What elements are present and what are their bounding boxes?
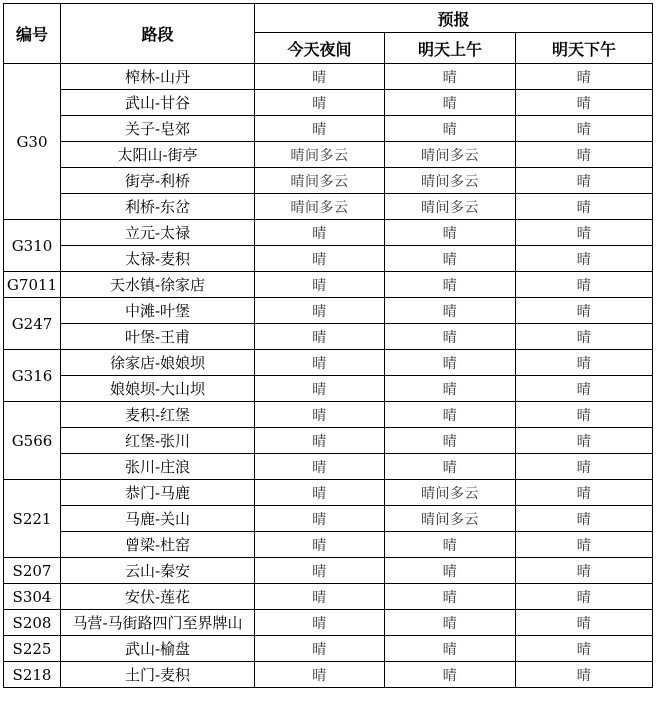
header-code: 编号 (4, 4, 61, 64)
afternoon-forecast-cell: 晴 (516, 480, 653, 506)
tonight-forecast-cell: 晴 (255, 350, 385, 376)
table-row (4, 402, 653, 428)
segment-cell: 立元-太禄 (61, 220, 255, 246)
afternoon-forecast-cell: 晴 (516, 636, 653, 662)
table-row (4, 584, 653, 610)
morning-forecast-cell: 晴间多云 (385, 142, 516, 168)
table-row (4, 454, 653, 480)
tonight-forecast-cell: 晴 (255, 272, 385, 298)
morning-forecast-cell: 晴 (385, 298, 516, 324)
afternoon-forecast-cell: 晴 (516, 298, 653, 324)
afternoon-forecast-cell: 晴 (516, 64, 653, 90)
tonight-forecast-cell: 晴 (255, 480, 385, 506)
segment-cell: 张川-庄浪 (61, 454, 255, 480)
morning-forecast-cell: 晴 (385, 116, 516, 142)
tonight-forecast-cell: 晴 (255, 402, 385, 428)
route-code-cell: G316 (4, 350, 61, 402)
header-tonight: 今天夜间 (255, 33, 385, 64)
tonight-forecast-cell: 晴 (255, 376, 385, 402)
segment-cell: 中滩-叶堡 (61, 298, 255, 324)
tonight-forecast-cell: 晴 (255, 636, 385, 662)
morning-forecast-cell: 晴 (385, 402, 516, 428)
morning-forecast-cell: 晴间多云 (385, 480, 516, 506)
afternoon-forecast-cell: 晴 (516, 90, 653, 116)
morning-forecast-cell: 晴间多云 (385, 168, 516, 194)
afternoon-forecast-cell: 晴 (516, 220, 653, 246)
table-row (4, 480, 653, 506)
route-code-cell: G7011 (4, 272, 61, 298)
route-code-cell: S221 (4, 480, 61, 558)
route-code-cell: G247 (4, 298, 61, 350)
tonight-forecast-cell: 晴 (255, 558, 385, 584)
morning-forecast-cell: 晴 (385, 90, 516, 116)
route-code-cell: G30 (4, 64, 61, 220)
table-row (4, 298, 653, 324)
afternoon-forecast-cell: 晴 (516, 558, 653, 584)
tonight-forecast-cell: 晴 (255, 584, 385, 610)
route-code-cell: S218 (4, 662, 61, 688)
table-row (4, 272, 653, 298)
afternoon-forecast-cell: 晴 (516, 532, 653, 558)
segment-cell: 安伏-莲花 (61, 584, 255, 610)
table-row (4, 350, 653, 376)
segment-cell: 曾梁-杜窑 (61, 532, 255, 558)
afternoon-forecast-cell: 晴 (516, 610, 653, 636)
afternoon-forecast-cell: 晴 (516, 662, 653, 688)
morning-forecast-cell: 晴 (385, 454, 516, 480)
morning-forecast-cell: 晴 (385, 532, 516, 558)
table-row (4, 428, 653, 454)
table-row (4, 142, 653, 168)
segment-cell: 徐家店-娘娘坝 (61, 350, 255, 376)
tonight-forecast-cell: 晴 (255, 610, 385, 636)
segment-cell: 利桥-东岔 (61, 194, 255, 220)
forecast-table (3, 3, 653, 688)
table-row (4, 662, 653, 688)
segment-cell: 麦积-红堡 (61, 402, 255, 428)
segment-cell: 娘娘坝-大山坝 (61, 376, 255, 402)
route-code-cell: G566 (4, 402, 61, 480)
morning-forecast-cell: 晴 (385, 64, 516, 90)
afternoon-forecast-cell: 晴 (516, 376, 653, 402)
segment-cell: 马营-马街路四门至界牌山 (61, 610, 255, 636)
table-row (4, 610, 653, 636)
tonight-forecast-cell: 晴 (255, 64, 385, 90)
tonight-forecast-cell: 晴 (255, 298, 385, 324)
afternoon-forecast-cell: 晴 (516, 584, 653, 610)
morning-forecast-cell: 晴 (385, 376, 516, 402)
afternoon-forecast-cell: 晴 (516, 272, 653, 298)
table-row (4, 220, 653, 246)
table-row (4, 194, 653, 220)
segment-cell: 街亭-利桥 (61, 168, 255, 194)
table-row (4, 376, 653, 402)
segment-cell: 土门-麦积 (61, 662, 255, 688)
header-tomorrow-afternoon: 明天下午 (516, 33, 653, 64)
table-row (4, 168, 653, 194)
header-segment: 路段 (61, 4, 255, 64)
segment-cell: 武山-榆盘 (61, 636, 255, 662)
morning-forecast-cell: 晴 (385, 558, 516, 584)
tonight-forecast-cell: 晴 (255, 532, 385, 558)
tonight-forecast-cell: 晴 (255, 506, 385, 532)
route-code-cell: S304 (4, 584, 61, 610)
tonight-forecast-cell: 晴 (255, 454, 385, 480)
table-row (4, 64, 653, 90)
route-code-cell: S208 (4, 610, 61, 636)
afternoon-forecast-cell: 晴 (516, 350, 653, 376)
afternoon-forecast-cell: 晴 (516, 428, 653, 454)
afternoon-forecast-cell: 晴 (516, 116, 653, 142)
morning-forecast-cell: 晴 (385, 636, 516, 662)
segment-cell: 马鹿-关山 (61, 506, 255, 532)
segment-cell: 叶堡-王甫 (61, 324, 255, 350)
segment-cell: 天水镇-徐家店 (61, 272, 255, 298)
afternoon-forecast-cell: 晴 (516, 324, 653, 350)
tonight-forecast-cell: 晴 (255, 220, 385, 246)
header-tomorrow-morning: 明天上午 (385, 33, 516, 64)
table-row (4, 558, 653, 584)
morning-forecast-cell: 晴 (385, 220, 516, 246)
tonight-forecast-cell: 晴间多云 (255, 168, 385, 194)
morning-forecast-cell: 晴 (385, 584, 516, 610)
afternoon-forecast-cell: 晴 (516, 506, 653, 532)
tonight-forecast-cell: 晴 (255, 90, 385, 116)
afternoon-forecast-cell: 晴 (516, 454, 653, 480)
morning-forecast-cell: 晴 (385, 246, 516, 272)
route-code-cell: S225 (4, 636, 61, 662)
afternoon-forecast-cell: 晴 (516, 402, 653, 428)
morning-forecast-cell: 晴间多云 (385, 194, 516, 220)
table-row (4, 324, 653, 350)
table-row (4, 116, 653, 142)
tonight-forecast-cell: 晴间多云 (255, 194, 385, 220)
morning-forecast-cell: 晴 (385, 662, 516, 688)
morning-forecast-cell: 晴 (385, 272, 516, 298)
morning-forecast-cell: 晴 (385, 350, 516, 376)
morning-forecast-cell: 晴间多云 (385, 506, 516, 532)
segment-cell: 恭门-马鹿 (61, 480, 255, 506)
header-forecast: 预报 (255, 4, 653, 33)
morning-forecast-cell: 晴 (385, 324, 516, 350)
tonight-forecast-cell: 晴 (255, 246, 385, 272)
tonight-forecast-cell: 晴 (255, 428, 385, 454)
route-code-cell: S207 (4, 558, 61, 584)
segment-cell: 关子-皂郊 (61, 116, 255, 142)
segment-cell: 红堡-张川 (61, 428, 255, 454)
table-row (4, 506, 653, 532)
tonight-forecast-cell: 晴 (255, 324, 385, 350)
afternoon-forecast-cell: 晴 (516, 194, 653, 220)
tonight-forecast-cell: 晴 (255, 116, 385, 142)
segment-cell: 太阳山-街亭 (61, 142, 255, 168)
morning-forecast-cell: 晴 (385, 610, 516, 636)
segment-cell: 云山-秦安 (61, 558, 255, 584)
morning-forecast-cell: 晴 (385, 428, 516, 454)
segment-cell: 太禄-麦积 (61, 246, 255, 272)
segment-cell: 榨林-山丹 (61, 64, 255, 90)
tonight-forecast-cell: 晴 (255, 662, 385, 688)
table-row (4, 90, 653, 116)
afternoon-forecast-cell: 晴 (516, 246, 653, 272)
segment-cell: 武山-甘谷 (61, 90, 255, 116)
table-body (4, 64, 653, 688)
tonight-forecast-cell: 晴间多云 (255, 142, 385, 168)
table-row (4, 246, 653, 272)
afternoon-forecast-cell: 晴 (516, 168, 653, 194)
route-code-cell: G310 (4, 220, 61, 272)
table-row (4, 532, 653, 558)
table-row (4, 636, 653, 662)
afternoon-forecast-cell: 晴 (516, 142, 653, 168)
